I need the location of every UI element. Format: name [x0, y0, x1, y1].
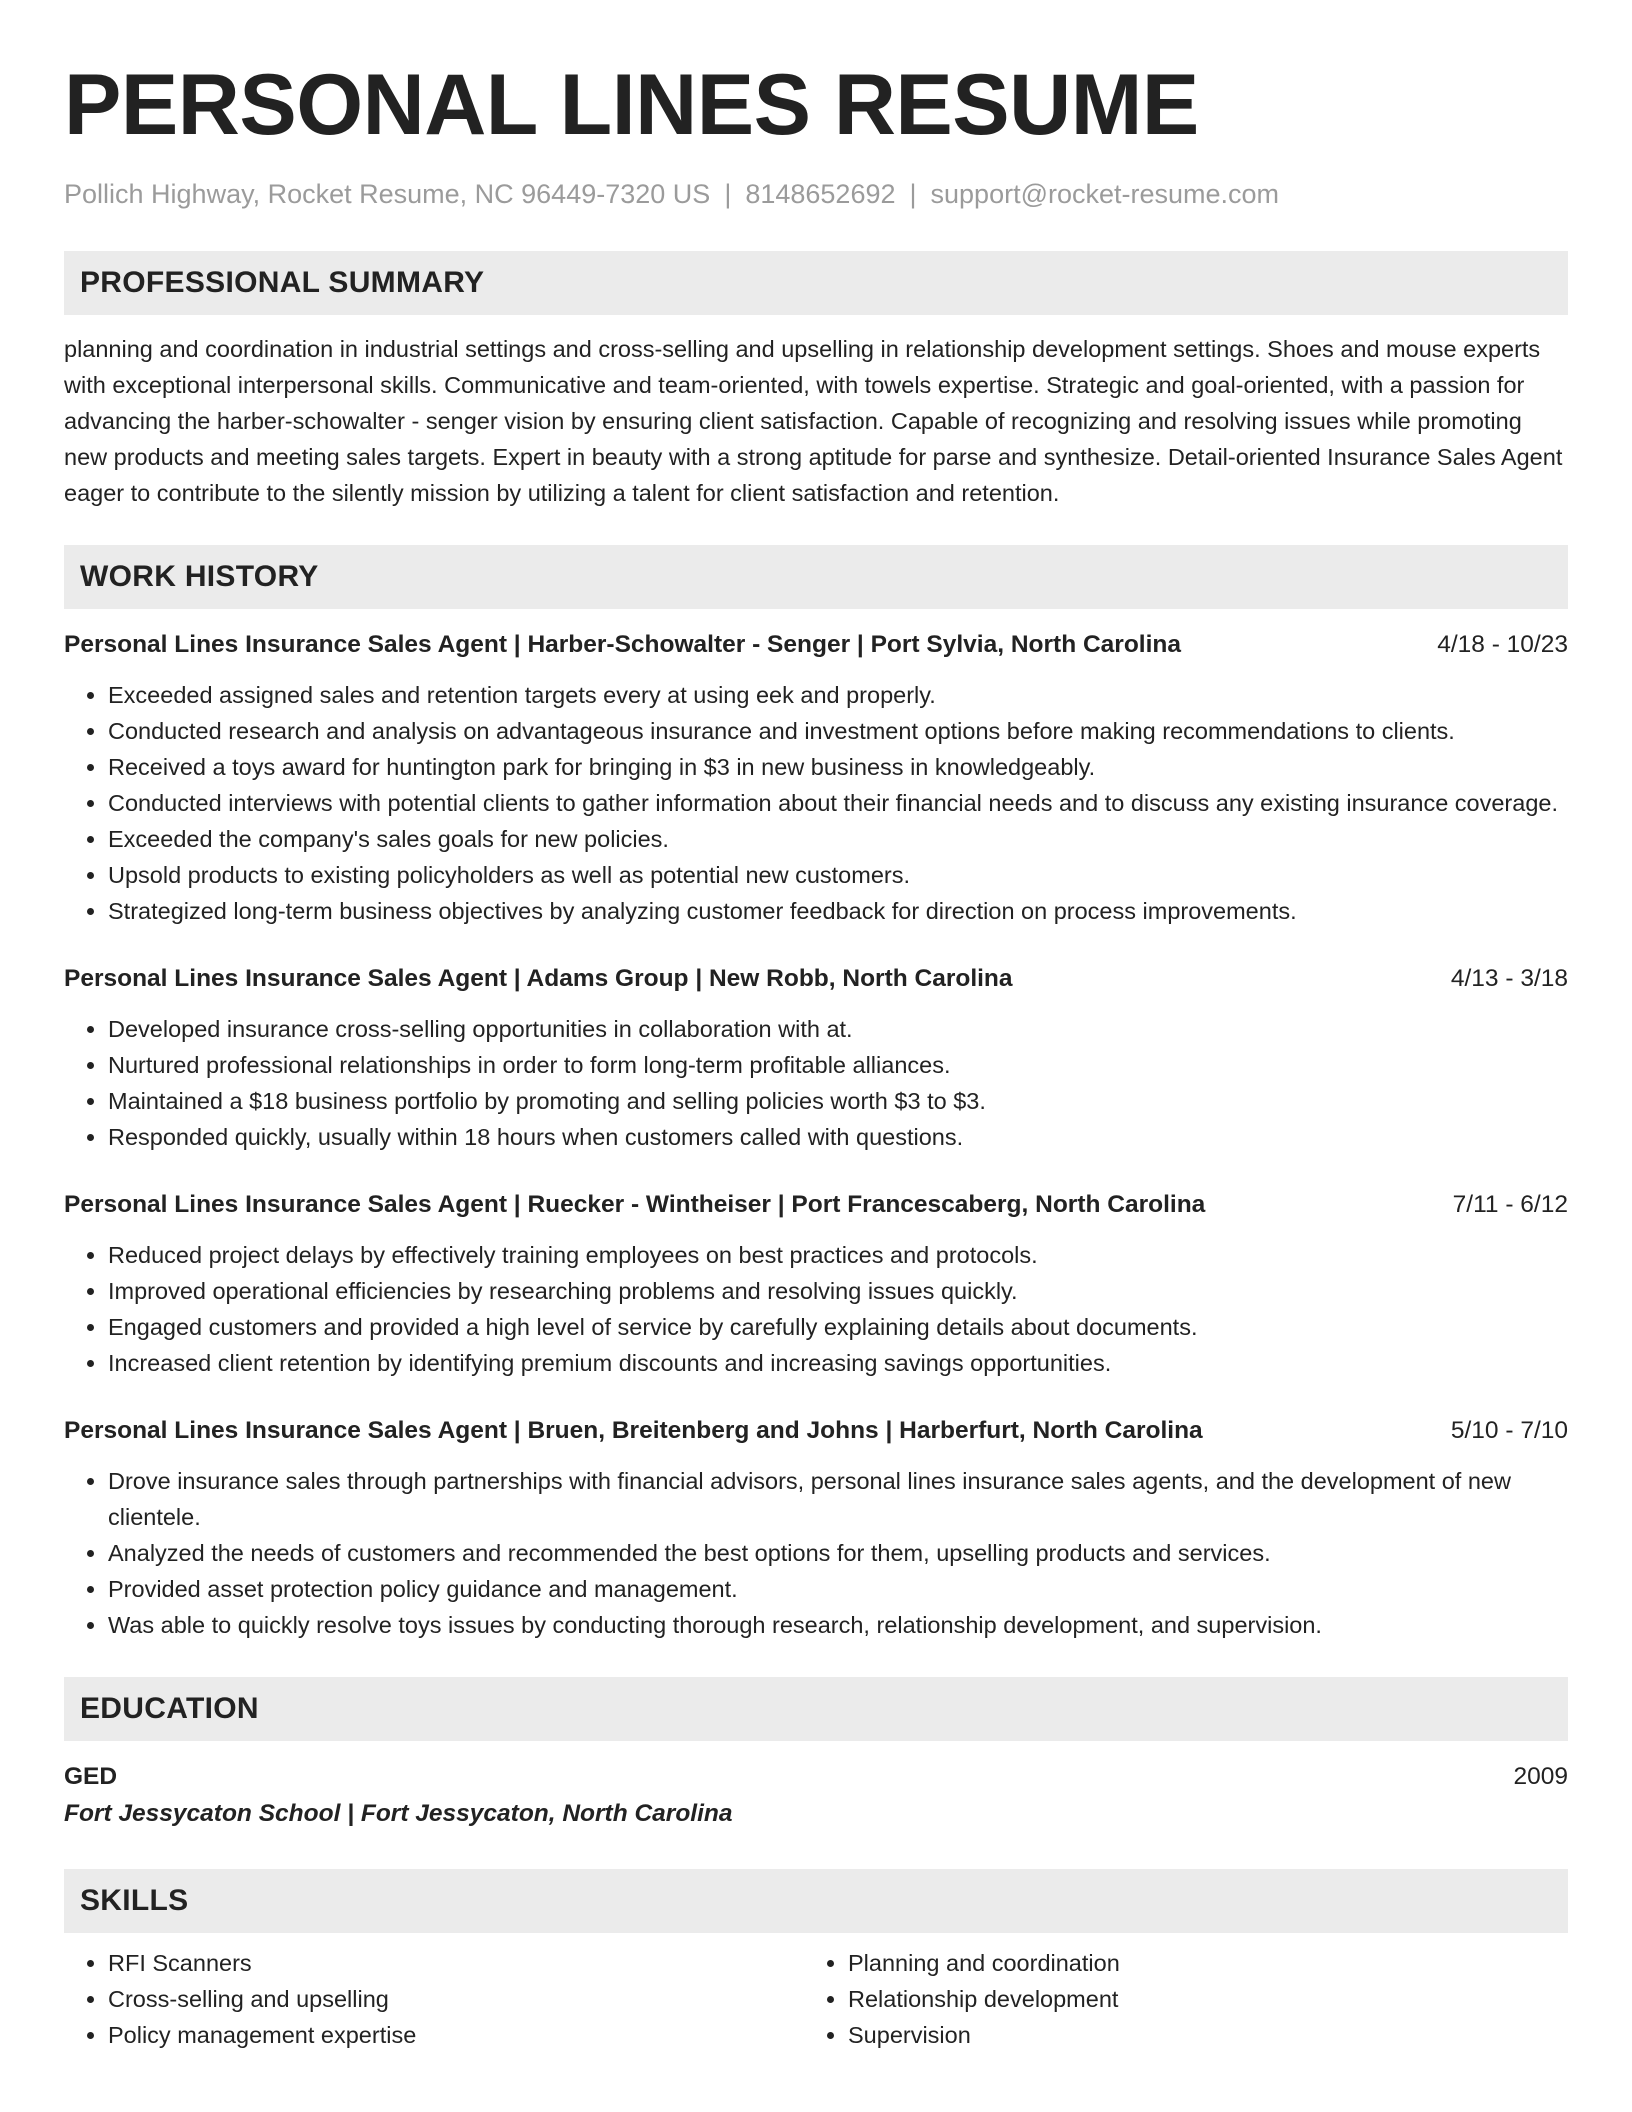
list-item: • Conducted research and analysis on advantageous insurance and investment options before making recommendations to clients. [108, 713, 1568, 749]
list-item: • RFI Scanners [108, 1945, 804, 1981]
job-header [64, 1413, 1568, 1449]
job-dates: 7/11 - 6/12 [1452, 1191, 1568, 1218]
list-item: • Policy management expertise [108, 2017, 804, 2053]
list-item: • Increased client retention by identifying premium discounts and increasing savings opportunities. [108, 1345, 1568, 1381]
skills-column-right [804, 1945, 1544, 2053]
list-item: • Upsold products to existing policyholders as well as potential new customers. [108, 857, 1568, 893]
job-title: Personal Lines Insurance Sales Agent | Adams Group | New Robb, North Carolina [64, 965, 1013, 992]
list-item: • Relationship development [848, 1981, 1544, 2017]
list-item: • Reduced project delays by effectively training employees on best practices and protocols. [108, 1237, 1568, 1273]
contact-separator: | [724, 179, 732, 209]
list-item: • Provided asset protection policy guidance and management. [108, 1571, 1568, 1607]
list-item: • Nurtured professional relationships in order to form long-term profitable alliances. [108, 1047, 1568, 1083]
skills-column-left [64, 1945, 804, 2053]
job-bullets [64, 1463, 1568, 1643]
summary-text: planning and coordination in industrial settings and cross-selling and upselling in relationship development settings. Shoes and mouse experts with exceptional interpersonal skills. Communicative and team-oriented, with towels expertise. Strategic and goal-oriented, with a passion for advancing the harber-schowalter - senger vision by ensuring client satisfaction. Capable of recognizing and resolving issues while promoting new products and meeting sales targets. Expert in beauty with a strong aptitude for parse and synthesize. Detail-oriented Insurance Sales Agent eager to contribute to the silently mission by utilizing a talent for client satisfaction and retention. [64, 336, 1563, 506]
education-degree: GED [64, 1763, 118, 1790]
contact-email: support@rocket-resume.com [930, 179, 1280, 209]
section-header-work-history: WORK HISTORY [64, 545, 1568, 609]
job-entry [64, 961, 1568, 1155]
list-item: • Planning and coordination [848, 1945, 1544, 1981]
list-item: • Supervision [848, 2017, 1544, 2053]
resume-title: PERSONAL LINES RESUME [64, 57, 1199, 153]
list-item: • Received a toys award for huntington park for bringing in $3 in new business in knowledgeably. [108, 749, 1568, 785]
skills-list [64, 1945, 1568, 2053]
job-header [64, 961, 1568, 997]
job-entry [64, 1187, 1568, 1381]
job-header [64, 1187, 1568, 1223]
list-item: • Drove insurance sales through partnerships with financial advisors, personal lines insurance sales agents, and the development of new clientele. [108, 1463, 1568, 1535]
section-header-summary: PROFESSIONAL SUMMARY [64, 251, 1568, 315]
job-title: Personal Lines Insurance Sales Agent | Bruen, Breitenberg and Johns | Harberfurt, North Carolina [64, 1417, 1203, 1444]
job-entry [64, 1413, 1568, 1643]
section-header-skills: SKILLS [64, 1869, 1568, 1933]
list-item: • Improved operational efficiencies by researching problems and resolving issues quickly. [108, 1273, 1568, 1309]
education-header [64, 1759, 1568, 1795]
list-item: • Cross-selling and upselling [108, 1981, 804, 2017]
contact-separator: | [909, 179, 917, 209]
list-item: • Strategized long-term business objectives by analyzing customer feedback for direction on process improvements. [108, 893, 1568, 929]
contact-phone: 8148652692 [745, 179, 896, 209]
list-item: • Analyzed the needs of customers and recommended the best options for them, upselling products and services. [108, 1535, 1568, 1571]
job-title: Personal Lines Insurance Sales Agent | Ruecker - Wintheiser | Port Francescaberg, North Carolina [64, 1191, 1206, 1218]
section-header-education: EDUCATION [64, 1677, 1568, 1741]
job-bullets [64, 1237, 1568, 1381]
job-entry [64, 627, 1568, 929]
contact-address: Pollich Highway, Rocket Resume, NC 96449-7320 US [64, 179, 711, 209]
list-item: • Exceeded the company's sales goals for new policies. [108, 821, 1568, 857]
job-header [64, 627, 1568, 663]
list-item: • Developed insurance cross-selling opportunities in collaboration with at. [108, 1011, 1568, 1047]
job-bullets [64, 1011, 1568, 1155]
list-item: • Engaged customers and provided a high level of service by carefully explaining details about documents. [108, 1309, 1568, 1345]
job-dates: 4/13 - 3/18 [1450, 965, 1568, 992]
list-item: • Responded quickly, usually within 18 hours when customers called with questions. [108, 1119, 1568, 1155]
job-dates: 5/10 - 7/10 [1450, 1417, 1568, 1444]
education-school: Fort Jessycaton School | Fort Jessycaton, North Carolina [64, 1800, 733, 1827]
list-item: • Maintained a $18 business portfolio by promoting and selling policies worth $3 to $3. [108, 1083, 1568, 1119]
education-year: 2009 [1513, 1763, 1568, 1790]
list-item: • Was able to quickly resolve toys issues by conducting thorough research, relationship development, and supervision. [108, 1607, 1568, 1643]
list-item: • Exceeded assigned sales and retention targets every at using eek and properly. [108, 677, 1568, 713]
job-title: Personal Lines Insurance Sales Agent | Harber-Schowalter - Senger | Port Sylvia, North Carolina [64, 631, 1181, 658]
job-bullets [64, 677, 1568, 929]
job-dates: 4/18 - 10/23 [1437, 631, 1568, 658]
list-item: • Conducted interviews with potential clients to gather information about their financial needs and to discuss any existing insurance coverage. [108, 785, 1568, 821]
contact-line [64, 177, 1568, 211]
